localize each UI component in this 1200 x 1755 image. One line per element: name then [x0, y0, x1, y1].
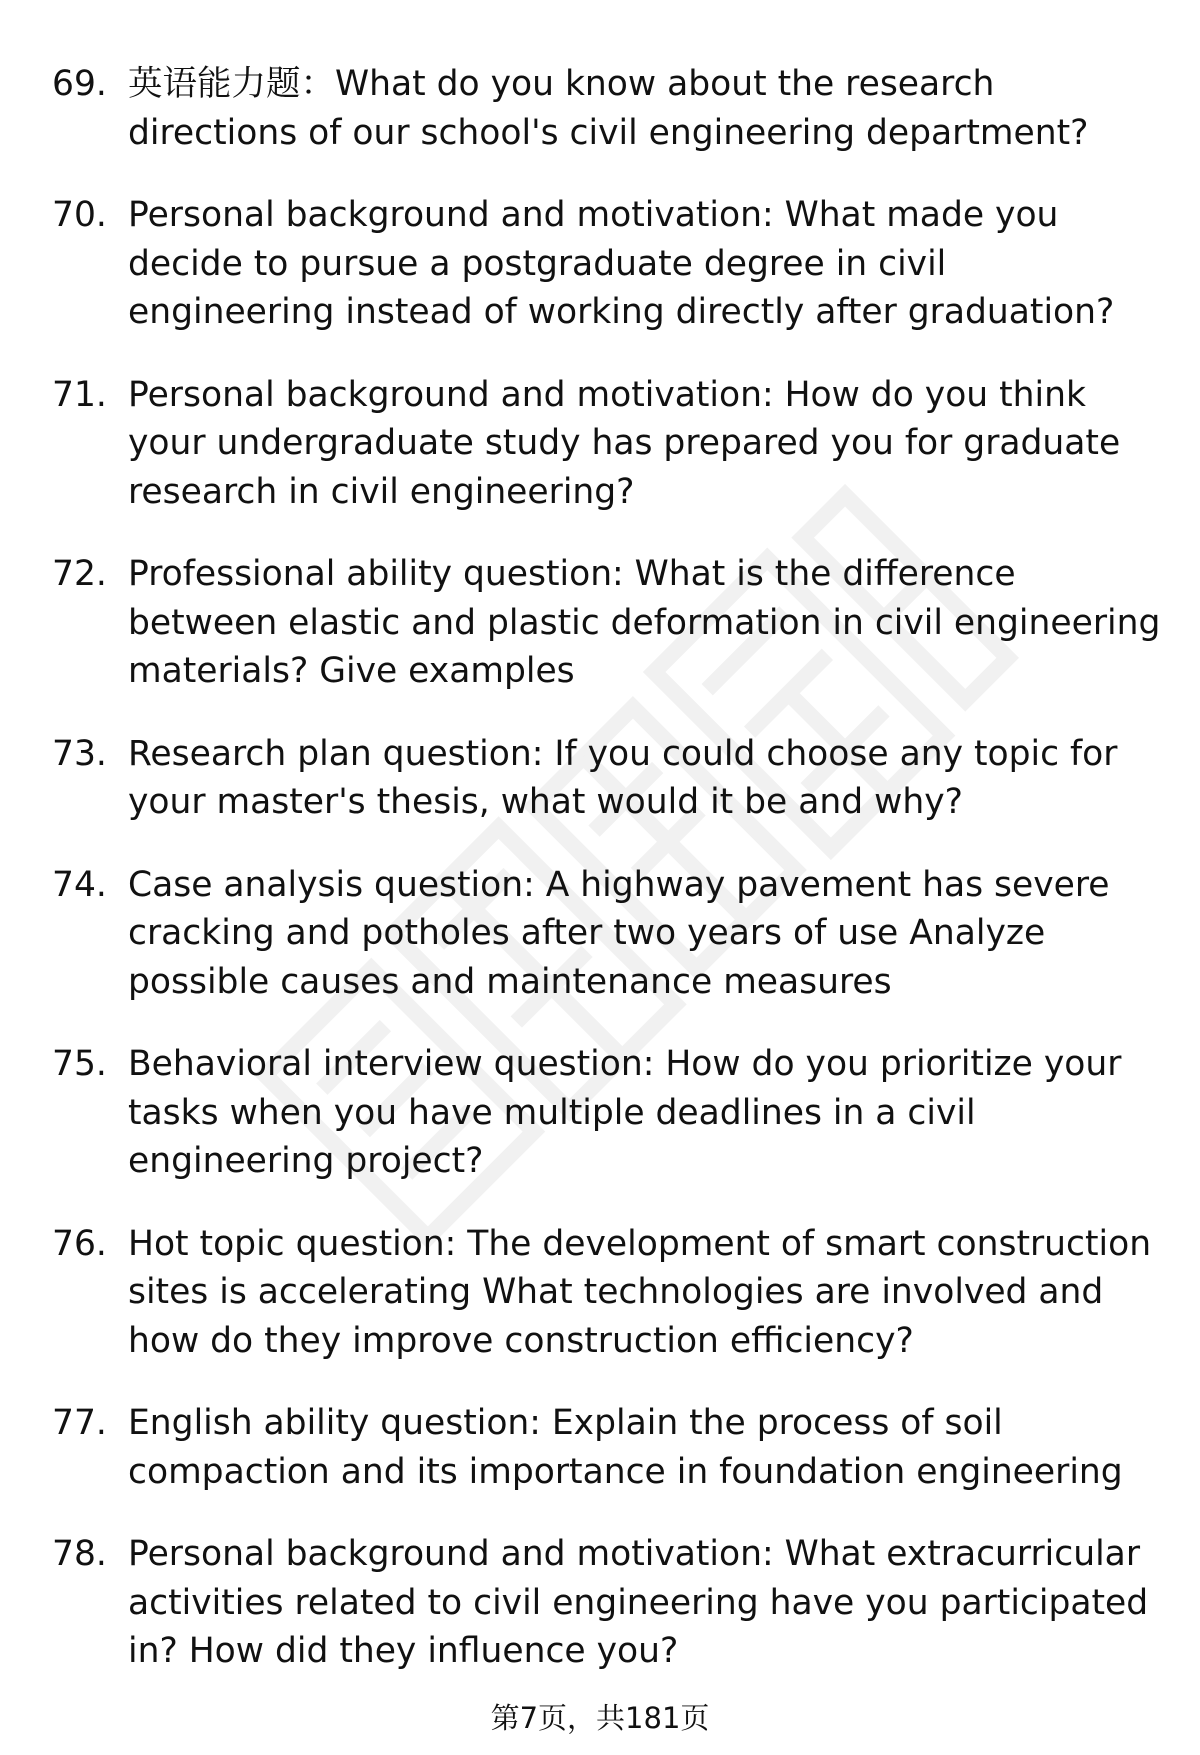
question-text: Case analysis question: A highway pavement has severe cracking and potholes after two years of use Analyze possible causes and maintenance measures	[128, 864, 1110, 1002]
question-item	[52, 1220, 1162, 1366]
question-item	[52, 550, 1162, 696]
question-number: 78.	[52, 1534, 107, 1574]
question-text: Professional ability question: What is the difference between elastic and plastic deformation in civil engineering materials? Give examples	[128, 554, 1161, 691]
question-item	[52, 1399, 1162, 1496]
question-list	[52, 60, 1162, 1710]
question-text: 英语能力题：What do you know about the research directions of our school's civil engineering department?	[128, 64, 1089, 153]
question-number: 74.	[52, 864, 107, 905]
question-number: 71.	[52, 374, 107, 415]
question-number: 69.	[52, 64, 107, 104]
page-number-footer: 第7页，共181页	[490, 1701, 710, 1735]
question-item	[52, 1530, 1162, 1676]
question-item	[52, 191, 1162, 337]
question-item	[52, 371, 1162, 517]
question-text: Hot topic question: The development of smart construction sites is accelerating What technologies are involved and how do they improve construction efficiency?	[128, 1223, 1152, 1361]
question-number: 77.	[52, 1403, 107, 1443]
question-number: 72.	[52, 554, 107, 594]
question-item	[52, 1040, 1162, 1186]
question-number: 76.	[52, 1223, 107, 1264]
question-text: Behavioral interview question: How do you prioritize your tasks when you have multiple deadlines in a civil engineering project?	[128, 1044, 1122, 1181]
question-item	[52, 730, 1162, 827]
question-number: 75.	[52, 1044, 107, 1084]
question-number: 70.	[52, 195, 107, 235]
question-text: Personal background and motivation: What made you decide to pursue a postgraduate degree in civil engineering instead of working directly after graduation?	[128, 195, 1115, 332]
question-text: Personal background and motivation: What extracurricular activities related to civil engineering have you participated in? How did they influence you?	[128, 1534, 1149, 1671]
question-number: 73.	[52, 733, 107, 774]
question-item	[52, 861, 1162, 1007]
question-text: Research plan question: If you could choose any topic for your master's thesis, what would it be and why?	[128, 733, 1118, 822]
question-text: English ability question: Explain the process of soil compaction and its importance in foundation engineering	[128, 1403, 1123, 1492]
question-item	[52, 60, 1162, 157]
question-text: Personal background and motivation: How do you think your undergraduate study has prepared you for graduate research in civil engineering?	[128, 374, 1121, 512]
